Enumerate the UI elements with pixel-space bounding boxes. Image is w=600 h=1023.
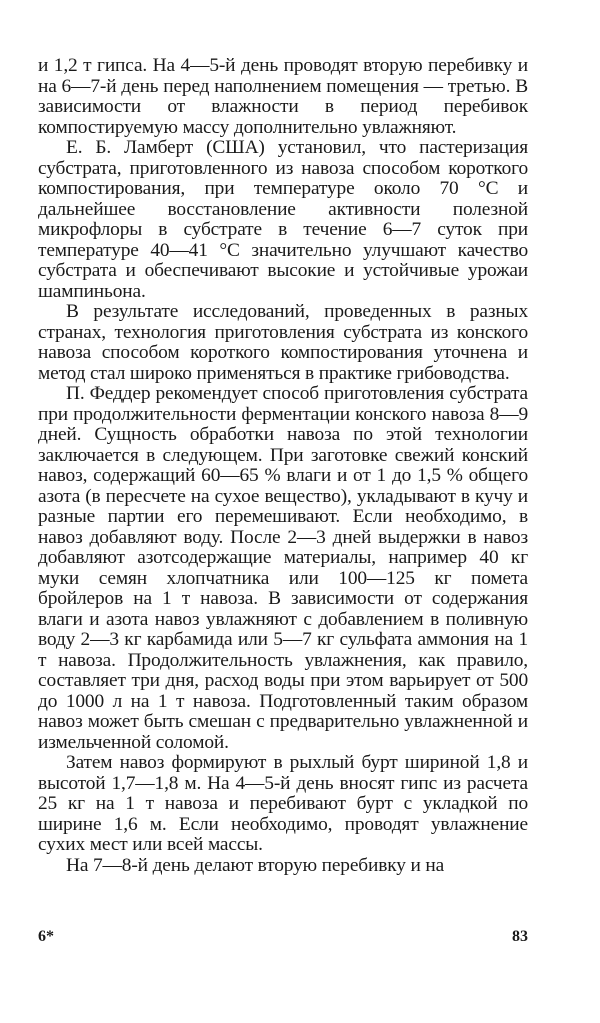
paragraph-5: Затем навоз формируют в рыхлый бурт шириной 1,8 и высотой 1,7—1,8 м. На 4—5-й день вносят гипс из расчета 25 кг на 1 т навоза и перебивают бурт с укладкой по ширине 1,6 м. Если необходимо, проводят увлажнение сухих мест или всей массы. <box>38 752 528 855</box>
paragraph-2: Е. Б. Ламберт (США) установил, что пастеризация субстрата, приготовленного из навоза способом короткого компостирования, при температуре около 70 °С и дальнейшее восстановление активности полезной микрофлоры в субстрате в течение 6—7 суток при температуре 40—41 °С значительно улучшают качество субстрата и обеспечивают высокие и устойчивые урожаи шампиньона. <box>38 137 528 302</box>
signature-mark: 6* <box>38 928 54 945</box>
paragraph-1: и 1,2 т гипса. На 4—5-й день проводят вторую перебивку и на 6—7-й день перед наполнением помещения — третью. В зависимости от влажности в период перебивок компостируемую массу дополнительно увлажняют. <box>38 55 528 138</box>
page-number: 83 <box>512 928 528 945</box>
paragraph-3: В результате исследований, проведенных в разных странах, технология приготовления субстрата из конского навоза способом короткого компостирования уточнена и метод стал широко применяться в практике грибоводства. <box>38 301 528 384</box>
paragraph-6: На 7—8-й день делают вторую перебивку и на <box>66 854 445 876</box>
paragraph-4: П. Феддер рекомендует способ приготовления субстрата при продолжительности ферментации конского навоза 8—9 дней. Сущность обработки навоза по этой технологии заключается в следующем. При заготовке свежий конский навоз, содержащий 60—65 % влаги и от 1 до 1,5 % общего азота (в пересчете на сухое вещество), укладывают в кучу и разные партии его перемешивают. Если необходимо, в навоз добавляют воду. После 2—3 дней выдержки в навоз добавляют азотсодержащие материалы, например 40 кг муки семян хлопчатника или 100—125 кг помета бройлеров на 1 т навоза. В зависимости от содержания влаги и азота навоз увлажняют с добавлением в поливную воду 2—3 кг карбамида или 5—7 кг сульфата аммония на 1 т навоза. Продолжительность увлажнения, как правило, составляет три дня, расход воды при этом варьирует от 500 до 1000 л на 1 т навоза. Подготовленный таким образом навоз может быть смешан с предварительно увлажненной и измельченной соломой. <box>38 383 528 753</box>
page-body <box>38 56 528 876</box>
